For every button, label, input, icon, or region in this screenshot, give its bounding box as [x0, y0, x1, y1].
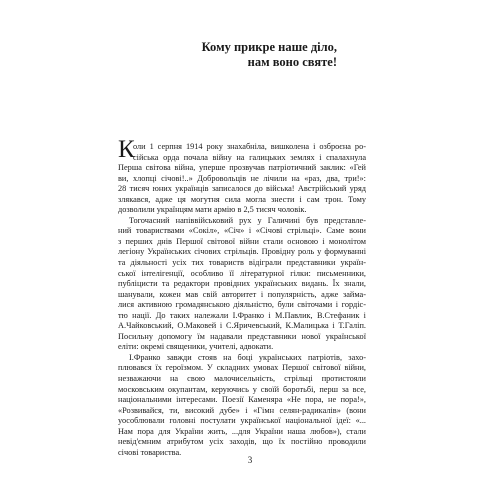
paragraph-line-text: оли 1 серпня 1914 року знахабніла, вишколена і озброєна ро- [133, 142, 366, 151]
paragraph-line: «Розвивайся, ти, високий дубе» і «Гімн селян-радикалів» (вони [118, 405, 366, 415]
paragraph-line: Тогочасний напіввійськовий рух у Галичині був представле- [129, 215, 366, 225]
paragraph-line: січові товариства. [118, 447, 182, 457]
paragraph-line: І.Франко завжди стояв на боці українських патріотів, захо- [129, 352, 366, 362]
paragraph-line: публіцисти та редактори провідних українських видань. Їх знали, [118, 279, 366, 289]
page-number: 3 [247, 455, 253, 465]
paragraph-line: ний товариствами «Сокіл», «Січ» і «Січові стрільці». Саме вони [118, 226, 366, 236]
paragraph-line: та діяльності усіх тих товариств відіграли представники україн- [118, 258, 366, 268]
paragraph-line: плювався їх героїзмом. У складних умовах Першої світової війни, [118, 363, 366, 373]
paragraph-line: незважаючи на свою малочисельність, стрільці протистояли [118, 374, 366, 384]
paragraph-line: московським окупантам, керуючись у своїй боротьбі, перш за все, [118, 384, 366, 394]
paragraph-line: ви, хлопці січові!..» Добровольців не лічили на «раз, два, три!»: [118, 173, 366, 183]
paragraph-line: сійська орда почала війну на галицьких землях і спалахнула [133, 152, 366, 162]
paragraph-line: шанували, кожен мав свій авторитет і популярність, адже займа- [118, 289, 366, 299]
heading-line-1: Кому прикре наше діло, [201, 40, 337, 54]
paragraph-2 [118, 216, 366, 353]
paragraph-line: легіону Українських січових стрільців. Провідну роль у формуванні [118, 247, 366, 257]
paragraph-3 [118, 353, 366, 458]
paragraph-line: невід'ємним атрибутом усіх заходів, що їх постійно проводили [118, 437, 366, 447]
paragraph-line: ської інтелігенції, особливо її літературної гілки: письменники, [118, 268, 366, 278]
paragraph-line: А.Чайковський, О.Маковей і С.Яричевський, К.Малицька і Т.Галіп. [118, 321, 366, 331]
paragraph-line: уособлювали головні постулати української національної ідеї: «... [118, 416, 366, 426]
paragraph-1 [118, 136, 366, 216]
paragraph-line: злякався, адже ця могутня сила могла знести і сам трон. Тому [118, 194, 366, 204]
heading-line-2: нам воно святе! [247, 55, 337, 69]
paragraph-line: Нам пора для України жить, ...для України наша любов»), стали [118, 426, 366, 436]
paragraph-line: з перших днів Першої світової війни стали основою і монолітом [118, 236, 366, 246]
paragraph-line: національними інтересами. Поезії Каменяра «Не пора, не пора!», [118, 395, 366, 405]
drop-cap: К [118, 136, 135, 163]
paragraph-line: Перша світова війна, уперше прозвучав патріотичний заклик: «Гей [118, 163, 366, 173]
paragraph-line: лися активною громадянською діяльністю, були світочами і гордіс- [118, 300, 366, 310]
chapter-heading [202, 40, 337, 70]
body-text [118, 136, 366, 458]
paragraph-line: еліти: окремі священики, учителі, адвокати. [118, 342, 274, 352]
paragraph-line: тю нації. До таких належали І.Франко і М.Павлик, В.Стефаник і [118, 310, 366, 320]
paragraph-line: 28 тисяч юних українців записалося до війська! Австрійський уряд [118, 184, 366, 194]
paragraph-line: дозволили українцям мати армію в 2,5 тисяч чоловік. [118, 205, 307, 215]
paragraph-line: Посильну допомогу їм надавали представники нової української [118, 331, 366, 341]
